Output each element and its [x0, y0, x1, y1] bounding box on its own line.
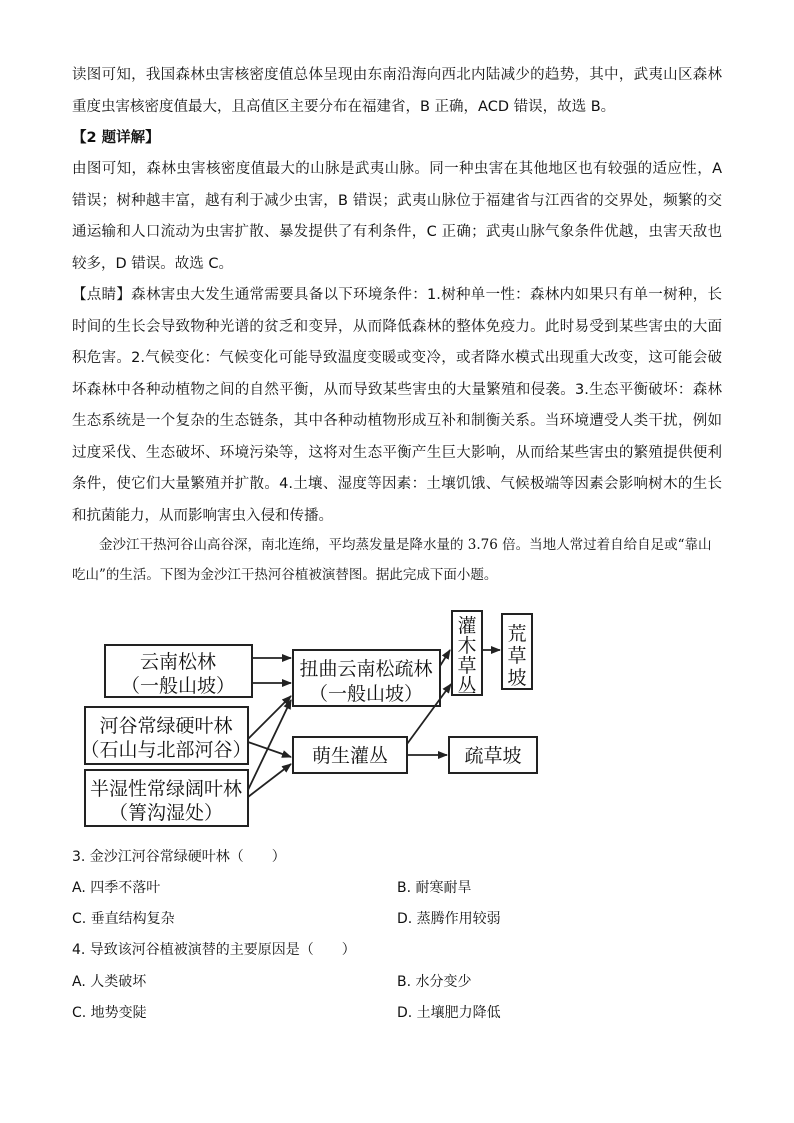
node-sublabel: （一般山坡） [308, 683, 424, 705]
key-point-paragraph: 【点睛】森林害虫大发生通常需要具备以下环境条件：1.树种单一性：森林内如果只有单一树种，长时间的生长会导致物种光谱的贫乏和变异，从而降低森林的整体免疫力。此时易受到某些害虫的大面积危害。2.气候变化：气候变化可能导致温度变暖或变冷，或者降水模式出现重大改变，这可能会破坏森林中各种动植物之间的自然平衡，从而导致某些害虫的大量繁殖和侵袭。3.生态平衡破坏：森林生态系统是一个复杂的生态链条，其中各种动植物形成互补和制衡关系。当环境遭受人类干扰，例如过度采伐、生态破坏、环境污染等，这将对生态平衡产生巨大影响，从而给某些害虫的繁殖提供便利条件，使它们大量繁殖并扩散。4.土壤、湿度等因素：土壤饥饿、气候极端等因素会影响树木的生长和抗菌能力，从而影响害虫入侵和传播。 [72, 287, 722, 524]
node-char: 灌 [457, 615, 477, 637]
arrow-humid-to-shrub [248, 764, 291, 797]
node-barren-grass-slope [502, 614, 532, 689]
question-4-option-c[interactable]: C. 地势变陡 [72, 1005, 147, 1021]
node-shrub-grass [452, 611, 482, 697]
arrow-valley-to-twisted [248, 696, 291, 739]
question-3-option-a[interactable]: A. 四季不落叶 [72, 880, 161, 896]
question-4-stem: 4. 导致该河谷植被演替的主要原因是（ ） [72, 942, 356, 958]
node-label: 扭曲云南松疏林 [299, 658, 433, 680]
question-3-option-d[interactable]: D. 蒸腾作用较弱 [397, 911, 501, 927]
node-sublabel: （石山与北部河谷） [80, 739, 252, 761]
node-label: 河谷常绿硬叶林 [99, 715, 233, 737]
node-char: 草 [507, 645, 527, 667]
node-label: 疏草坡 [464, 745, 522, 767]
arrow-twisted-to-shrubgrass [440, 650, 450, 666]
node-sparse-grass-slope [449, 737, 537, 773]
question-3-option-c[interactable]: C. 垂直结构复杂 [72, 911, 175, 927]
question-4-option-d[interactable]: D. 土壤肥力降低 [397, 1005, 501, 1021]
question-4-option-a[interactable]: A. 人类破坏 [72, 974, 147, 990]
node-char: 丛 [457, 675, 477, 697]
explanation-paragraph-2: 由图可知，森林虫害核密度值最大的山脉是武夷山脉。同一种虫害在其他地区也有较强的适应性，A 错误；树种越丰富，越有利于减少虫害，B 错误；武夷山脉位于福建省与江西省的交界处，频繁的交通运输和人口流动为虫害扩散、暴发提供了有利条件，C 正确；武夷山脉气象条件优越，虫害天敌也较多，D 错误。故选 C。 [72, 161, 722, 272]
question-4-option-b[interactable]: B. 水分变少 [397, 974, 472, 990]
node-label: 萌生灌丛 [311, 745, 389, 767]
node-yunnan-pine-forest [105, 645, 252, 697]
node-valley-sclerophyll-forest [80, 707, 251, 764]
node-sprouting-shrub [293, 737, 407, 773]
node-label: 半湿性常绿阔叶林 [89, 778, 243, 800]
node-char: 木 [457, 635, 477, 657]
node-twisted-pine-open-forest [293, 650, 440, 706]
node-sublabel: （一般山坡） [120, 675, 236, 697]
vegetation-succession-diagram [80, 604, 550, 836]
question-3-option-b[interactable]: B. 耐寒耐旱 [397, 880, 472, 896]
explanation-paragraph-1: 读图可知，我国森林虫害核密度值总体呈现由东南沿海向西北内陆减少的趋势，其中，武夷山区森林重度虫害核密度值最大，且高值区主要分布在福建省，B 正确，ACD 错误，故选 B。 [72, 67, 722, 115]
node-char: 草 [457, 655, 477, 677]
node-sublabel: （箐沟湿处） [108, 802, 224, 824]
node-semi-humid-broadleaf-forest [85, 770, 248, 826]
node-char: 荒 [507, 623, 527, 645]
question-3-stem: 3. 金沙江河谷常绿硬叶林（ ） [72, 849, 286, 865]
material-intro: 金沙江干热河谷山高谷深，南北连绵，平均蒸发量是降水量的 3.76 倍。当地人常过着自给自足或“靠山吃山”的生活。下图为金沙江干热河谷植被演替图。据此完成下面小题。 [72, 537, 712, 583]
node-label: 云南松林 [139, 651, 217, 673]
detail-heading: 【2 题详解】 [72, 130, 160, 146]
node-char: 坡 [507, 667, 527, 689]
